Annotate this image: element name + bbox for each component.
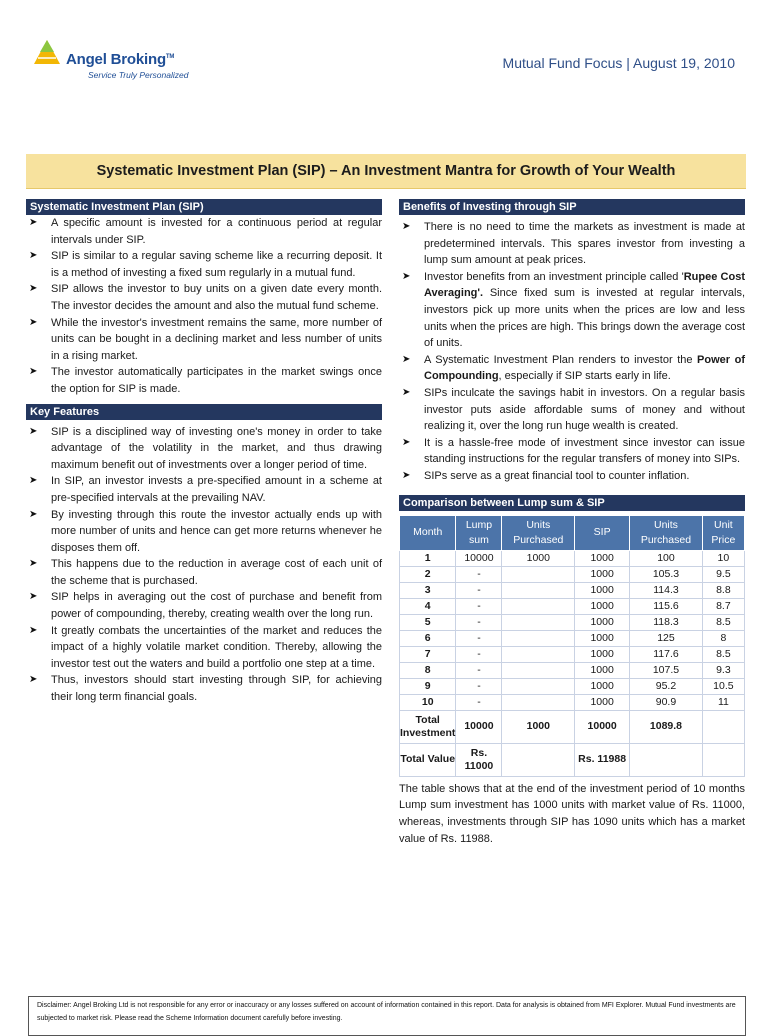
table-cell: 9.5 — [702, 566, 744, 582]
table-cell — [502, 662, 575, 678]
table-cell: 1000 — [575, 646, 630, 662]
table-cell: - — [456, 582, 502, 598]
list-item: ➤ In SIP, an investor invests a pre-specified amount in a scheme at pre-specified intervals at the prevailing NAV. — [29, 475, 382, 504]
table-cell — [702, 710, 744, 743]
table-header-row — [400, 515, 745, 550]
table-cell: 3 — [400, 582, 456, 598]
list-item: ➤ A Systematic Investment Plan renders to investor the Power of Compounding, especially if SIP starts early in life. — [402, 353, 745, 383]
table-cell: 1000 — [575, 550, 630, 566]
key-features-heading: Key Features — [26, 404, 382, 420]
table-cell: 7 — [400, 646, 456, 662]
emphasis-text: Rupee Cost Averaging'. — [424, 270, 746, 300]
table-cell: - — [456, 630, 502, 646]
table-cell: 8.8 — [702, 582, 744, 598]
comparison-note: The table shows that at the end of the investment period of 10 months Lump sum investment has 1000 units with market value of Rs. 11000, whereas, investments through SIP has 1090 units which has a market value of Rs. 11988. — [399, 782, 745, 845]
disclaimer: Disclaimer: Angel Broking Ltd is not responsible for any error or inaccuracy or any losses suffered on account of information contained in this report. Data for analysis is obtained from MFI Explorer. Mutual Fund investments are subjected to market risk. Please read the Scheme Information document carefully before investing. — [28, 996, 746, 1036]
column-header: Units Purchased — [502, 515, 575, 550]
list-item: ➤ SIPs serve as a great financial tool to counter inflation. — [399, 468, 745, 485]
table-cell: 118.3 — [630, 614, 703, 630]
logo-triangle-icon — [30, 38, 64, 68]
table-cell — [502, 694, 575, 710]
list-item: ➤ The investor automatically participates in the market swings once the option for SIP is made. — [29, 366, 382, 395]
table-cell: 10 — [702, 550, 744, 566]
brand-tagline: Service Truly Personalized — [88, 70, 189, 80]
table-cell: - — [456, 614, 502, 630]
list-item: ➤ By investing through this route the investor actually ends up with more number of units and hence can get more returns whenever he disposes them off. — [29, 508, 382, 554]
arrow-bullet-icon: ➤ — [29, 217, 38, 228]
table-cell: 1000 — [575, 662, 630, 678]
list-item: ➤ While the investor's investment remains the same, more number of units can be bought in a declining market and less number of units in a rising market. — [29, 316, 382, 362]
table-cell: 1000 — [575, 598, 630, 614]
list-item: ➤ Thus, investors should start investing through SIP, for achieving their long term financial goals. — [29, 674, 382, 704]
table-cell: 1000 — [575, 614, 630, 630]
list-item: ➤ SIP is a disciplined way of investing one's money in order to take advantage of the volatility in the market, and thus drawing maximum benefit out of investments over a longer period of time. — [29, 425, 382, 471]
table-cell: 2 — [400, 566, 456, 582]
table-cell — [702, 743, 744, 776]
table-cell: 117.6 — [630, 646, 703, 662]
table-cell: - — [456, 678, 502, 694]
table-cell — [502, 582, 575, 598]
arrow-bullet-icon: ➤ — [29, 558, 38, 570]
arrow-bullet-icon: ➤ — [29, 316, 38, 328]
table-cell: 1000 — [575, 694, 630, 710]
table-cell: 10000 — [456, 550, 502, 566]
right-column — [399, 199, 745, 848]
arrow-bullet-icon: ➤ — [29, 674, 38, 686]
table-cell: Total Investment — [400, 710, 456, 743]
key-features-list — [26, 424, 382, 706]
table-cell: - — [456, 646, 502, 662]
list-item: ➤ There is no need to time the markets as investment is made at predetermined intervals. This spares investor from investing a lump sum amount at peak prices. — [402, 221, 745, 267]
table-cell: Total Value — [400, 743, 456, 776]
arrow-bullet-icon: ➤ — [29, 508, 38, 520]
table-total-row — [400, 710, 745, 743]
table-cell: 6 — [400, 630, 456, 646]
table-cell: 100 — [630, 550, 703, 566]
comparison-heading: Comparison between Lump sum & SIP — [399, 495, 745, 511]
list-item: ➤ SIP helps in averaging out the cost of purchase and benefit from power of compounding, thereby, creating wealth over the long run. — [29, 591, 382, 621]
table-row — [400, 550, 745, 566]
list-item: ➤ A specific amount is invested for a continuous period at regular intervals under SIP. — [29, 217, 382, 246]
table-cell: 8.7 — [702, 598, 744, 614]
table-row — [400, 630, 745, 646]
table-cell: 10 — [400, 694, 456, 710]
table-cell: 10000 — [575, 710, 630, 743]
list-item: ➤ It is a hassle-free mode of investment since investor can issue standing instructions for the regular transfers of money into SIPs. — [402, 436, 745, 466]
table-cell: 107.5 — [630, 662, 703, 678]
table-cell — [502, 630, 575, 646]
table-cell: 10.5 — [702, 678, 744, 694]
comparison-table — [399, 515, 745, 777]
table-row — [400, 646, 745, 662]
table-row — [400, 694, 745, 710]
table-total-row — [400, 743, 745, 776]
table-cell — [502, 678, 575, 694]
arrow-bullet-icon: ➤ — [402, 436, 411, 448]
arrow-bullet-icon: ➤ — [29, 425, 38, 437]
table-cell: 1000 — [575, 582, 630, 598]
table-cell — [502, 743, 575, 776]
brand-name: Angel Broking™ — [66, 51, 175, 68]
arrow-bullet-icon: ➤ — [402, 469, 411, 481]
table-row — [400, 614, 745, 630]
table-cell: 8.5 — [702, 614, 744, 630]
list-item: ➤ SIPs inculcate the savings habit in investors. On a regular basis investor puts aside affordable sums of money and without realizing it, over the long run huge wealth is created. — [402, 386, 745, 433]
table-row — [400, 678, 745, 694]
table-cell: 5 — [400, 614, 456, 630]
arrow-bullet-icon: ➤ — [29, 624, 38, 636]
angel-broking-logo — [30, 38, 230, 84]
report-info: Mutual Fund Focus | August 19, 2010 — [502, 55, 735, 71]
column-header: Lump sum — [456, 515, 502, 550]
table-cell — [502, 646, 575, 662]
column-header: Month — [400, 515, 456, 550]
list-item: ➤ It greatly combats the uncertainties of the market and reduces the impact of a highly volatile market condition. Thereby, allowing the investor test out the waters and build a portfolio one step at a time. — [29, 624, 382, 670]
page-title: Systematic Investment Plan (SIP) – An Investment Mantra for Growth of Your Wealth — [26, 154, 746, 189]
table-cell: 1 — [400, 550, 456, 566]
table-cell: 10000 — [456, 710, 502, 743]
arrow-bullet-icon: ➤ — [402, 386, 411, 398]
table-cell: 125 — [630, 630, 703, 646]
table-cell: Rs. 11988 — [575, 743, 630, 776]
arrow-bullet-icon: ➤ — [29, 366, 38, 378]
column-header: Units Purchased — [630, 515, 703, 550]
table-row — [400, 582, 745, 598]
table-cell — [630, 743, 703, 776]
table-row — [400, 662, 745, 678]
table-cell: 1000 — [502, 550, 575, 566]
arrow-bullet-icon: ➤ — [29, 475, 38, 487]
table-cell: 105.3 — [630, 566, 703, 582]
arrow-bullet-icon: ➤ — [29, 283, 38, 295]
table-cell — [502, 614, 575, 630]
arrow-bullet-icon: ➤ — [402, 221, 411, 232]
benefits-list — [399, 219, 745, 485]
table-cell: 95.2 — [630, 678, 703, 694]
table-cell: 8.5 — [702, 646, 744, 662]
table-cell — [502, 598, 575, 614]
column-header: SIP — [575, 515, 630, 550]
table-cell: 1000 — [575, 678, 630, 694]
table-cell: 11 — [702, 694, 744, 710]
table-cell: 4 — [400, 598, 456, 614]
benefits-heading: Benefits of Investing through SIP — [399, 199, 745, 215]
table-cell: 9 — [400, 678, 456, 694]
left-column — [26, 199, 382, 706]
table-cell: 1000 — [502, 710, 575, 743]
list-item: ➤ SIP is similar to a regular saving scheme like a recurring deposit. It is a method of investing a fixed sum regularly in a mutual fund. — [29, 250, 382, 279]
table-cell: 90.9 — [630, 694, 703, 710]
table-cell: 114.3 — [630, 582, 703, 598]
table-cell — [502, 566, 575, 582]
sip-bullet-list — [26, 215, 382, 398]
table-row — [400, 598, 745, 614]
arrow-bullet-icon: ➤ — [29, 591, 38, 603]
arrow-bullet-icon: ➤ — [402, 353, 411, 365]
table-cell: 8 — [702, 630, 744, 646]
sip-section-heading: Systematic Investment Plan (SIP) — [26, 199, 382, 215]
table-cell: 8 — [400, 662, 456, 678]
table-cell: 115.6 — [630, 598, 703, 614]
table-row — [400, 566, 745, 582]
list-item: ➤ Investor benefits from an investment principle called 'Rupee Cost Averaging'. Since fixed sum is invested at regular intervals, investors pick up more units when the prices are low and less units when the prices are high. This brings down the average cost of units. — [402, 270, 746, 350]
table-cell: 1000 — [575, 630, 630, 646]
table-cell: 1000 — [575, 566, 630, 582]
table-cell: 1089.8 — [630, 710, 703, 743]
table-cell: - — [456, 694, 502, 710]
table-cell: 9.3 — [702, 662, 744, 678]
table-cell: - — [456, 598, 502, 614]
list-item: ➤ SIP allows the investor to buy units on a given date every month. The investor decides the amount and also the mutual fund scheme. — [29, 283, 382, 312]
emphasis-text: Power of Compounding — [424, 353, 745, 383]
table-cell: Rs. 11000 — [456, 743, 502, 776]
arrow-bullet-icon: ➤ — [402, 270, 411, 282]
arrow-bullet-icon: ➤ — [29, 250, 38, 262]
table-cell: - — [456, 566, 502, 582]
list-item: ➤ This happens due to the reduction in average cost of each unit of the scheme that is purchased. — [29, 558, 382, 587]
table-cell: - — [456, 662, 502, 678]
column-header: Unit Price — [702, 515, 744, 550]
